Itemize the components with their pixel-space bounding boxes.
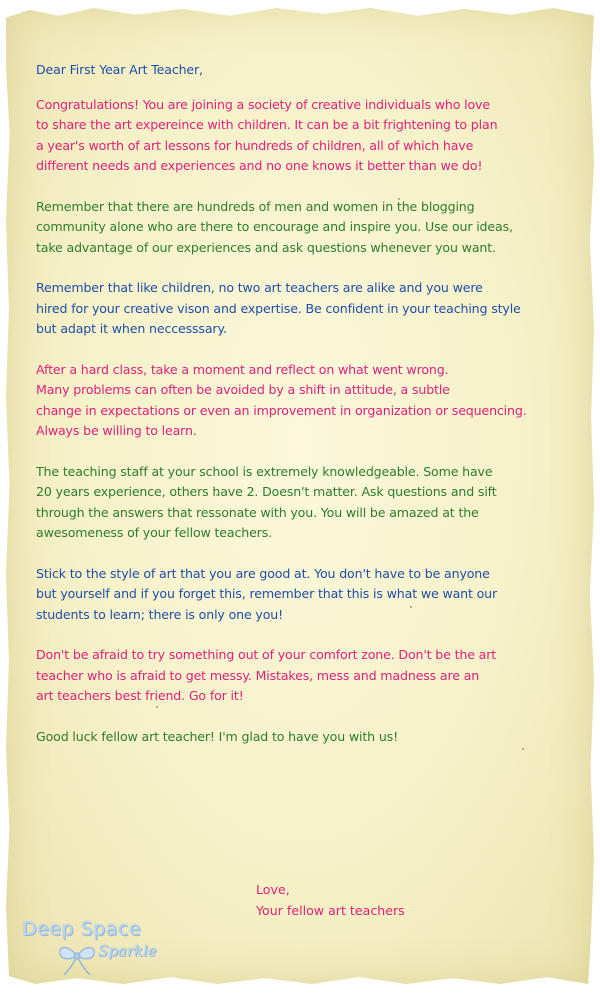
closing-signature: Your fellow art teachers	[256, 902, 405, 918]
letter-line: art teachers best friend. Go for it!	[36, 688, 244, 703]
logo-line-2: Sparkle	[98, 942, 157, 960]
letter-paragraph	[36, 462, 586, 544]
letter-line: The teaching staff at your school is extremely knowledgeable. Some have	[36, 463, 493, 479]
letter-body	[36, 60, 586, 767]
letter-line: Always be willing to learn.	[36, 423, 197, 438]
letter-paragraph	[36, 95, 586, 177]
letter-line: 20 years experience, others have 2. Doesn't matter. Ask questions and sift	[36, 484, 497, 499]
letter-line: Remember that like children, no two art teachers are alike and you were	[36, 280, 483, 295]
letter-line: change in expectations or even an improvement in organization or sequencing.	[36, 402, 527, 418]
letter-greeting: Dear First Year Art Teacher,	[36, 62, 203, 77]
logo-line-1: Deep Space	[22, 918, 142, 940]
letter-paragraph	[36, 278, 586, 340]
letter-line: different needs and experiences and no one knows it better than we do!	[36, 158, 483, 173]
letter-line: Stick to the style of art that you are good at. You don't have to be anyone	[36, 565, 490, 581]
letter-line: through the answers that ressonate with you. You will be amazed at the	[36, 504, 479, 520]
letter-line: awesomeness of your fellow teachers.	[36, 525, 272, 540]
letter-line: Remember that there are hundreds of men and women in the blogging	[36, 198, 475, 214]
deep-space-sparkle-logo	[22, 918, 162, 988]
letter-paragraph	[36, 645, 586, 707]
letter-line: After a hard class, take a moment and reflect on what went wrong.	[36, 361, 449, 377]
letter-line: to share the art expereince with children. It can be a bit frightening to plan	[36, 117, 498, 132]
closing-salutation: Love,	[256, 882, 290, 897]
letter-line: hired for your creative vison and expertise. Be confident in your teaching style	[36, 300, 521, 316]
letter-line: Many problems can often be avoided by a shift in attitude, a subtle	[36, 382, 450, 397]
letter-line: but yourself and if you forget this, remember that this is what we want our	[36, 586, 498, 601]
letter-line: Good luck fellow art teacher! I'm glad to have you with us!	[36, 728, 398, 744]
letter-line: take advantage of our experiences and ask questions whenever you want.	[36, 239, 496, 255]
letter-paragraph	[36, 727, 586, 748]
letter-line: community alone who are there to encourage and inspire you. Use our ideas,	[36, 219, 513, 234]
letter-line: Don't be afraid to try something out of your comfort zone. Don't be the art	[36, 647, 497, 662]
letter-line: teacher who is afraid to get messy. Mistakes, mess and madness are an	[36, 667, 480, 683]
bow-icon	[54, 938, 100, 978]
letter-line: Congratulations! You are joining a society of creative individuals who love	[36, 96, 490, 112]
letter-line: a year's worth of art lessons for hundreds of children, all of which have	[36, 137, 474, 153]
letter-line: students to learn; there is only one you!	[36, 606, 284, 622]
letter-paragraph	[36, 360, 586, 442]
letter-closing	[256, 880, 405, 921]
letter-line: but adapt it when neccesssary.	[36, 321, 227, 336]
letter-paragraph	[36, 564, 586, 626]
letter-paragraph	[36, 197, 586, 259]
